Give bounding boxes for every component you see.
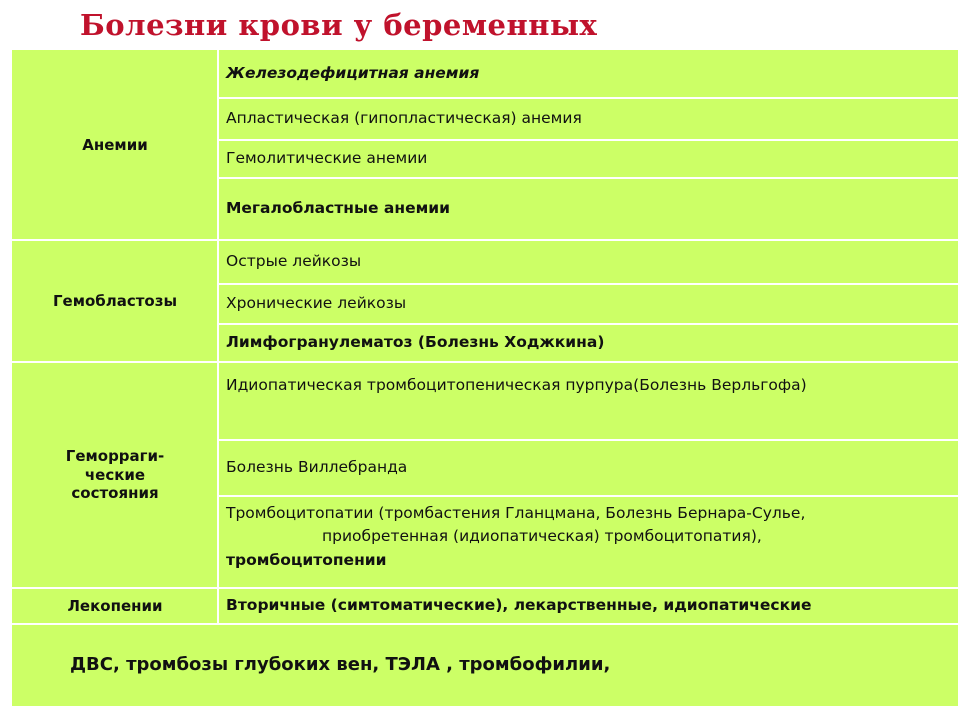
item-dic-thrombosis: ДВС, тромбозы глубоких вен, ТЭЛА , тромбофилии, bbox=[12, 624, 958, 706]
category-anemia: Анемии bbox=[12, 50, 218, 240]
row-divider bbox=[12, 239, 958, 241]
row-divider bbox=[218, 97, 958, 99]
thrombocytopathy-line-2: приобретенная (идиопатическая) тромбоцитопатия), bbox=[322, 527, 762, 546]
category-hemorrhagic: Геморраги-ческие состояния bbox=[12, 362, 218, 588]
row-divider bbox=[218, 177, 958, 179]
row-divider bbox=[218, 139, 958, 141]
row-divider bbox=[218, 495, 958, 497]
item-thrombocytopathy bbox=[218, 496, 958, 588]
item-hemolytic: Гемолитические анемии bbox=[218, 140, 958, 178]
row-divider bbox=[12, 587, 958, 589]
row-divider bbox=[12, 623, 958, 625]
row-divider bbox=[218, 283, 958, 285]
item-aplastic: Апластическая (гипопластическая) анемия bbox=[218, 98, 958, 140]
item-von-willebrand: Болезнь Виллебранда bbox=[218, 440, 958, 496]
thrombocytopathy-line-3: тромбоцитопении bbox=[226, 550, 387, 569]
diseases-table bbox=[12, 50, 958, 706]
item-leukopenia-types: Вторичные (симтоматические), лекарственные, идиопатические bbox=[218, 588, 958, 624]
column-divider bbox=[217, 50, 219, 624]
item-megaloblastic: Мегалобластные анемии bbox=[218, 178, 958, 240]
thrombocytopathy-line-1: Тромбоцитопатии (тромбастения Гланцмана, Болезнь Бернара-Сулье, bbox=[226, 504, 806, 522]
row-divider bbox=[12, 361, 958, 363]
item-hodgkin: Лимфогранулематоз (Болезнь Ходжкина) bbox=[218, 324, 958, 362]
row-divider bbox=[218, 323, 958, 325]
item-iron-deficiency: Железодефицитная анемия bbox=[218, 50, 958, 98]
item-acute-leukosis: Острые лейкозы bbox=[218, 240, 958, 284]
category-hemoblastosis: Гемобластозы bbox=[12, 240, 218, 362]
page-title: Болезни крови у беременных bbox=[80, 8, 598, 42]
category-leukopenia: Лекопении bbox=[12, 588, 218, 624]
row-divider bbox=[218, 439, 958, 441]
item-chronic-leukosis: Хронические лейкозы bbox=[218, 284, 958, 324]
item-itp: Идиопатическая тромбоцитопеническая пурпура(Болезнь Верльгофа) bbox=[218, 362, 958, 440]
